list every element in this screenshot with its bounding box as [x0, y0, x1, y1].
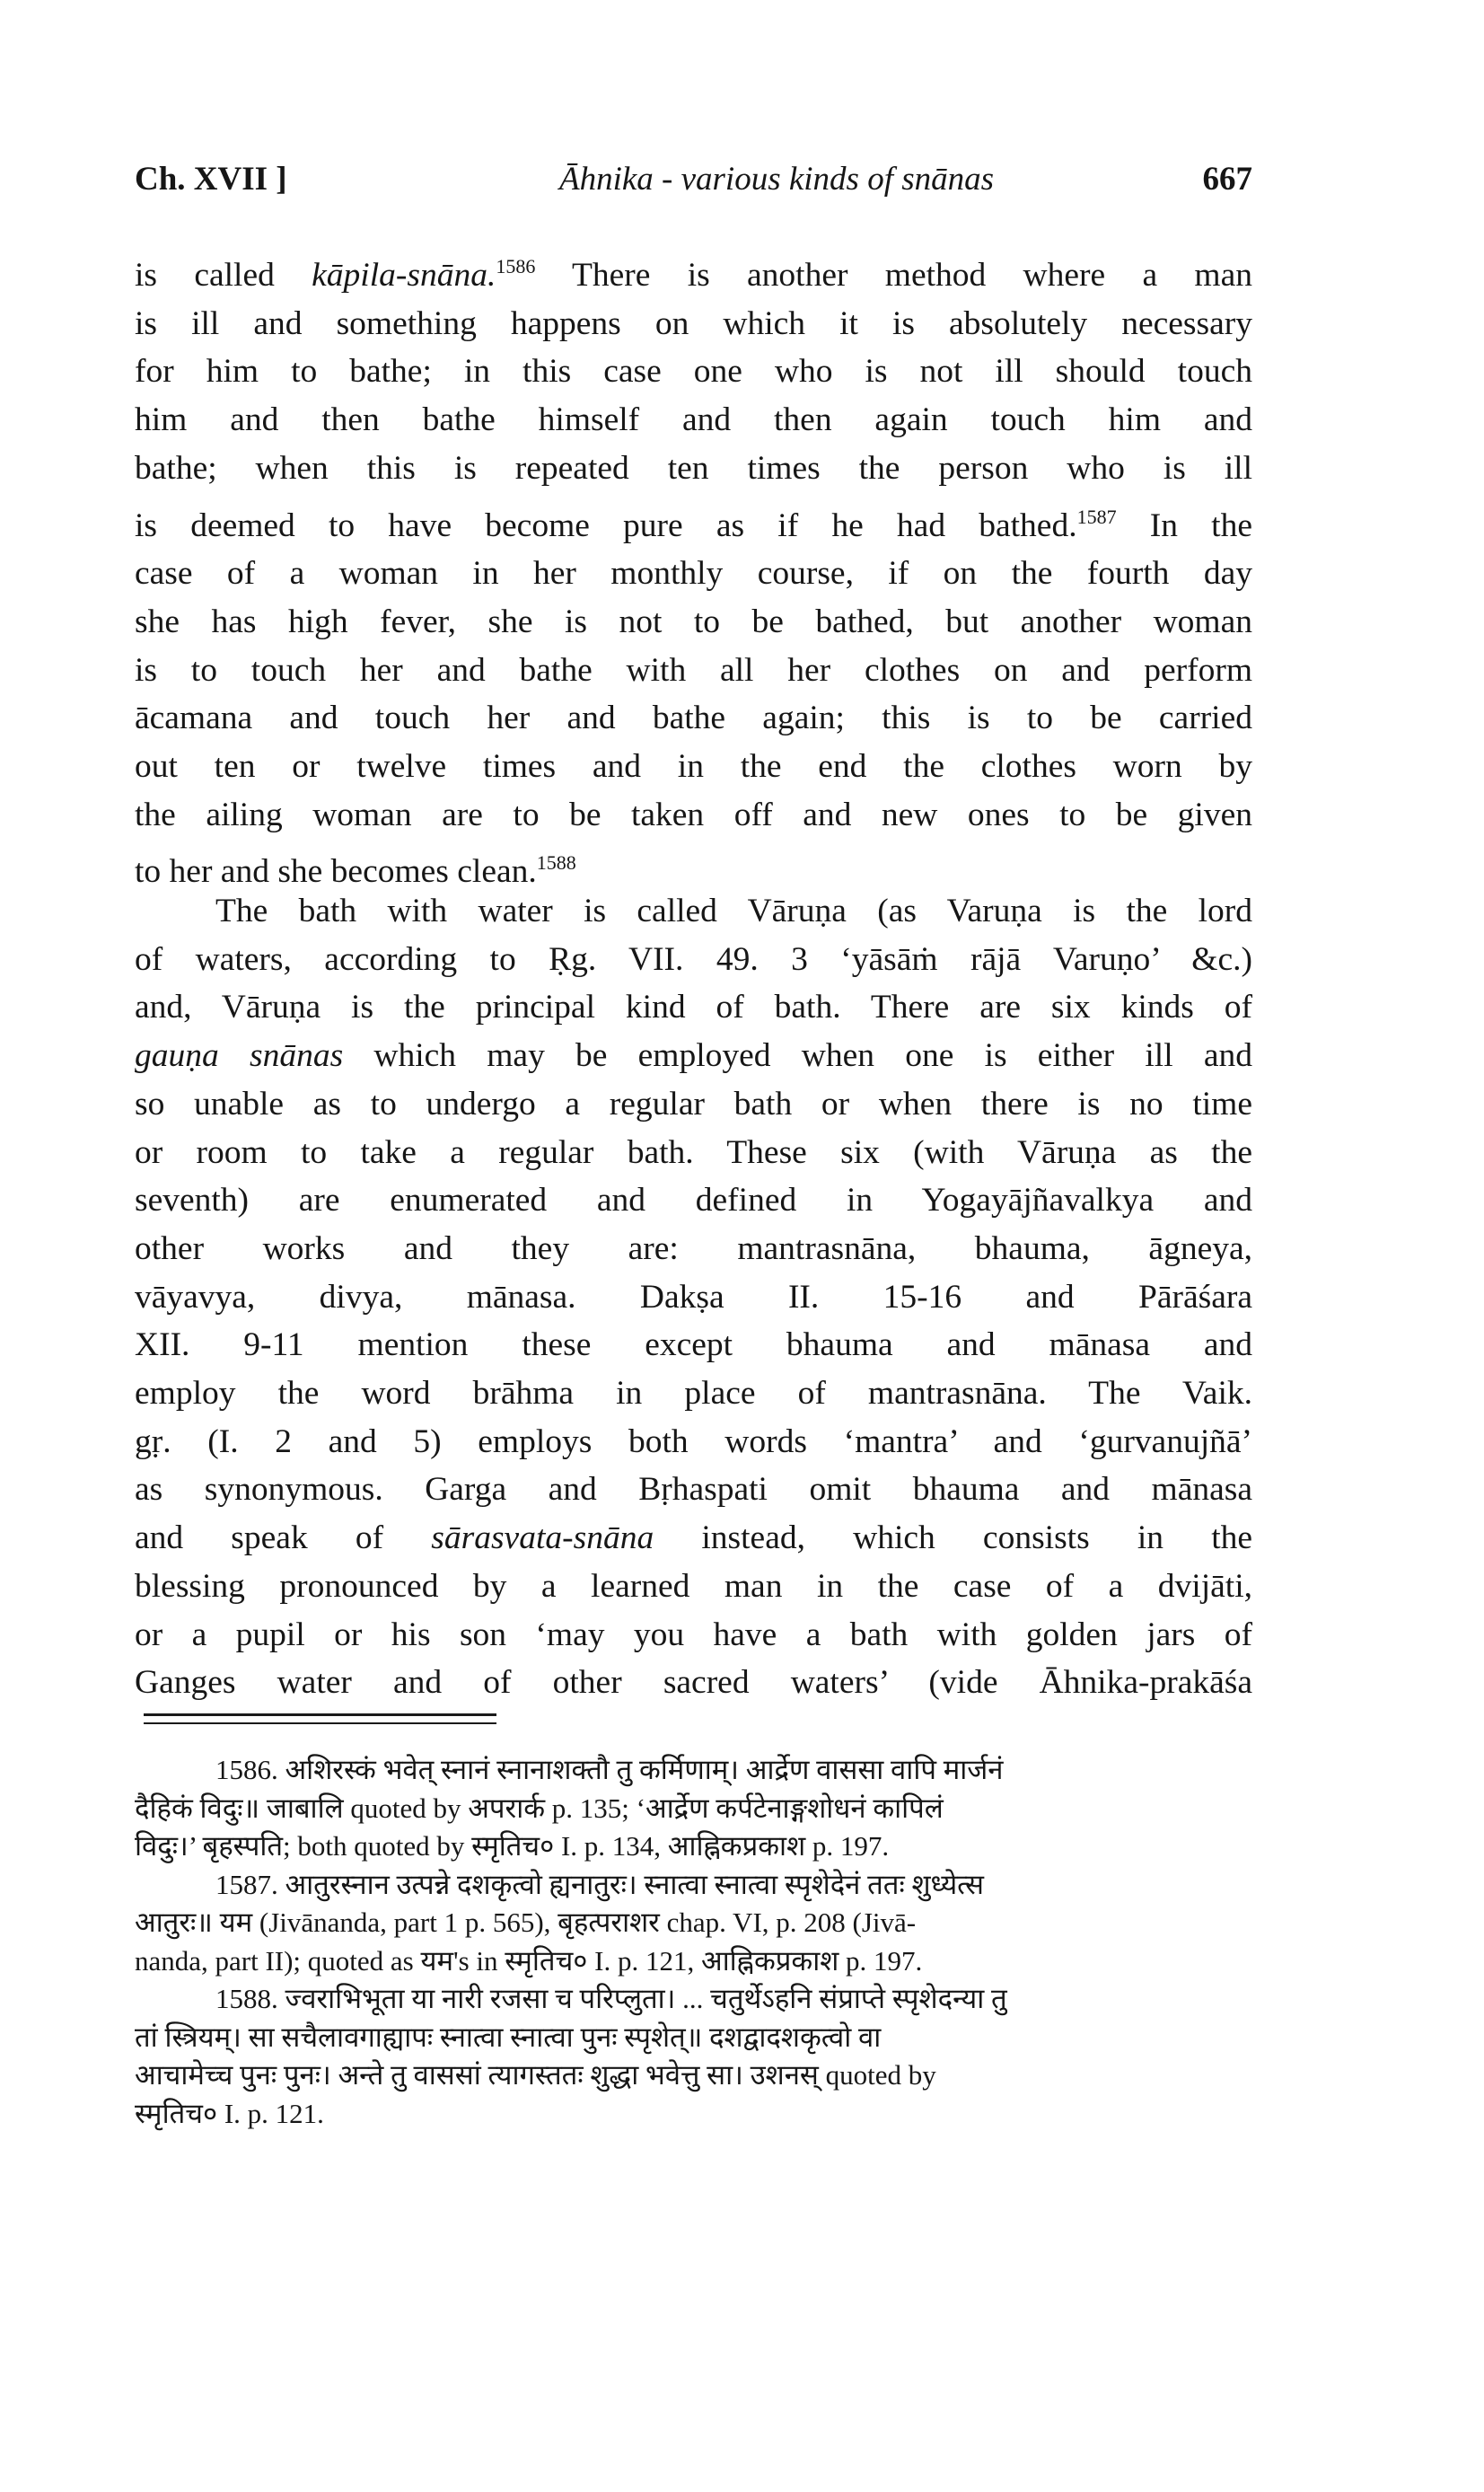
- footnote-1588-line: स्मृतिच० I. p. 121.: [135, 2097, 324, 2129]
- footnote-ref-1586: 1586: [496, 255, 536, 277]
- chapter-label: Ch. XVII ]: [135, 161, 287, 198]
- text-line: blessing pronounced by a learned man in the case of a dvijāti,: [135, 1567, 1252, 1605]
- footnote-divider: [144, 1713, 496, 1716]
- text-line: case of a woman in her monthly course, if on the fourth day: [135, 555, 1252, 593]
- text-line: for him to bathe; in this case one who is not ill should touch: [135, 353, 1252, 391]
- footnote-1587-line: nanda, part II); quoted as यम's in स्मृतिच० I. p. 121, आह्निकप्रकाश p. 197.: [135, 1944, 923, 1977]
- footnote-1588-line: आचामेच्च पुनः पुनः। अन्ते तु वाससां त्यागस्ततः शुद्धा भवेत्तु सा। उशनस् quoted by: [135, 2059, 936, 2091]
- footnote-divider-thin: [144, 1722, 496, 1724]
- paragraph-2: [135, 887, 1252, 1707]
- text-line: out ten or twelve times and in the end the clothes worn by: [135, 748, 1252, 786]
- text-line: and, Vāruṇa is the principal kind of bath. There are six kinds of: [135, 989, 1252, 1026]
- text-line: as synonymous. Garga and Bṛhaspati omit bhauma and mānasa: [135, 1471, 1252, 1509]
- text-line: she has high fever, she is not to be bathed, but another woman: [135, 603, 1252, 640]
- running-header: [135, 160, 1252, 210]
- text-line: is deemed to have become pure as if he had bathed.$^{1587}$ In the: [135, 505, 1252, 544]
- paragraph-1: [135, 242, 1252, 896]
- italic-term: kāpila-snāna.: [312, 257, 496, 294]
- text-line: other works and they are: mantrasnāna, bhauma, āgneya,: [135, 1229, 1252, 1267]
- footnote-ref-1588: 1588: [536, 851, 576, 875]
- text-line: him and then bathe himself and then again touch him and: [135, 401, 1252, 439]
- italic-term: sārasvata-snāna: [431, 1519, 654, 1557]
- text-line: the ailing woman are to be taken off and new ones to be given: [135, 796, 1252, 833]
- text-line: is to touch her and bathe with all her clothes on and perform: [135, 651, 1252, 689]
- italic-term: gauṇa snānas: [135, 1037, 344, 1075]
- footnote-1586-line: 1586. अशिरस्कं भवेत् स्नानं स्नानाशक्तौ तु कर्मिणाम्। आर्द्रेण वाससा वापि मार्जनं: [215, 1754, 1004, 1785]
- text-line: vāyavya, divya, mānasa. Dakṣa II. 15-16 and Pārāśara: [135, 1278, 1252, 1316]
- text-line: gauṇa snānas which may be employed when one is either ill and: [135, 1037, 1253, 1075]
- footnote-ref-1587: 1587: [1076, 505, 1117, 528]
- text-line: The bath with water is called Vāruṇa (as Varuṇa is the lord: [215, 893, 1252, 929]
- text-line: or a pupil or his son ‘may you have a bath with golden jars of: [135, 1616, 1252, 1653]
- text-line: of waters, according to Ṛg. VII. 49. 3 ‘yāsāṁ rājā Varuṇo’ &c.): [135, 940, 1252, 978]
- text-line: Ganges water and of other sacred waters’ (vide Āhnika-prakāśa: [135, 1664, 1252, 1702]
- text-line: bathe; when this is repeated ten times the person who is ill: [135, 449, 1252, 487]
- footnote-1586-line: विदुः।’ बृहस्पति; both quoted by स्मृतिच० I. p. 134, आह्निकप्रकाश p. 197.: [135, 1830, 890, 1862]
- text-line: is called kāpila-snāna.$^{1586}$ There is another method where a man: [135, 255, 1252, 294]
- text-line: to her and she becomes clean.$^{1588}$: [135, 851, 576, 891]
- text-line: XII. 9-11 mention these except bhauma and mānasa and: [135, 1326, 1252, 1364]
- footnotes: [135, 1751, 1248, 2133]
- text-line: and speak of sārasvata-snāna instead, which consists in the: [135, 1519, 1253, 1557]
- text-line: or room to take a regular bath. These six (with Vāruṇa as the: [135, 1133, 1252, 1171]
- footnote-1587-line: 1587. आतुरस्नान उत्पन्ने दशकृत्वो ह्यनातुरः। स्नात्वा स्नात्वा स्पृशेदेनं ततः शुध्येत्स: [215, 1868, 985, 1900]
- text-line: seventh) are enumerated and defined in Yogayājñavalkya and: [135, 1182, 1252, 1220]
- text-line: employ the word brāhma in place of mantrasnāna. The Vaik.: [135, 1375, 1252, 1413]
- running-title: Āhnika - various kinds of snānas: [558, 161, 995, 198]
- text-line: is ill and something happens on which it is absolutely necessary: [135, 304, 1252, 342]
- text-line: gṛ. (I. 2 and 5) employs both words ‘mantra’ and ‘gurvanujñā’: [135, 1422, 1252, 1460]
- footnote-1588-line: 1588. ज्वराभिभूता या नारी रजसा च परिप्लुता। ... चतुर्थेऽहनि संप्राप्ते स्पृशेदन्या तु: [215, 1983, 1007, 2014]
- text-line: so unable as to undergo a regular bath or when there is no time: [135, 1085, 1252, 1123]
- text-line: ācamana and touch her and bathe again; this is to be carried: [135, 700, 1252, 737]
- footnote-1586-line: दैहिकं विदुः॥ जाबालि quoted by अपरार्क p. 135; ‘आर्द्रेण कर्पटेनाङ्गशोधनं कापिलं: [135, 1792, 944, 1824]
- page-number: 667: [1202, 161, 1252, 198]
- footnote-1587-line: आतुरः॥ यम (Jivānanda, part 1 p. 565), बृहत्पराशर chap. VI, p. 208 (Jivā-: [135, 1906, 917, 1938]
- footnote-1588-line: तां स्त्रियम्। सा सचैलावगाह्यापः स्नात्वा स्नात्वा पुनः स्पृशेत्॥ दशद्वादशकृत्वो वा: [135, 2021, 882, 2053]
